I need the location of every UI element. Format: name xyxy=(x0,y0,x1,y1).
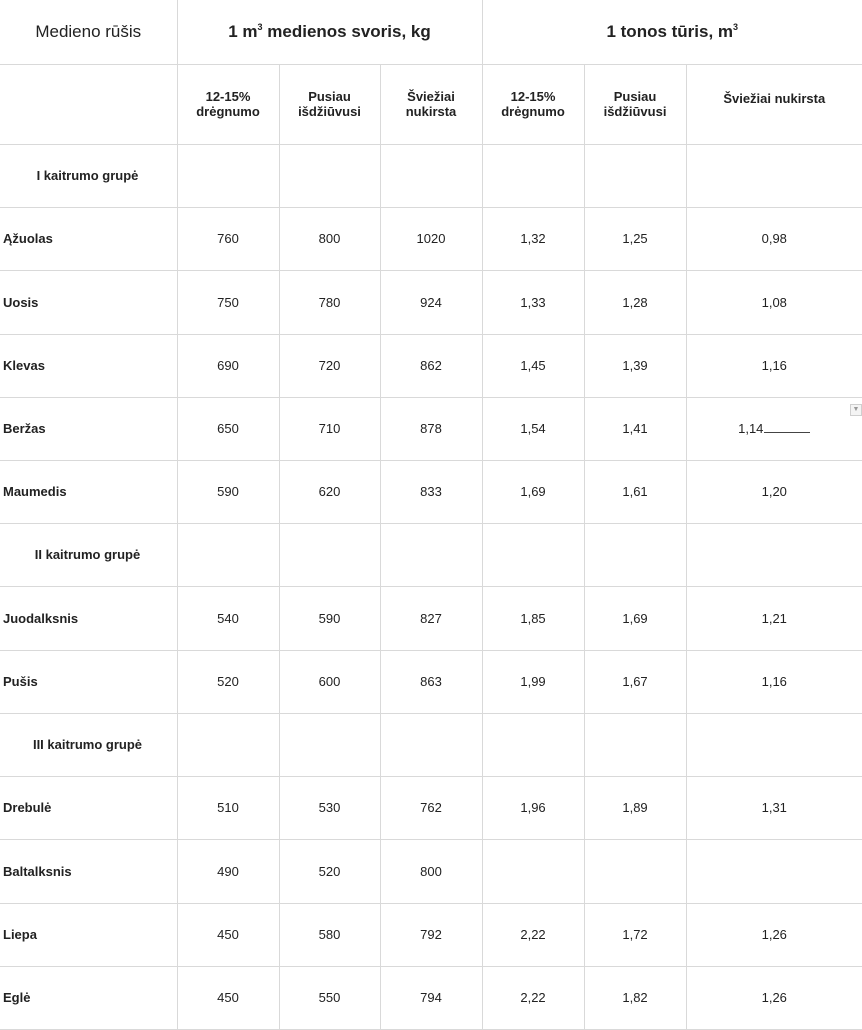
table-row xyxy=(0,966,862,1029)
header-svoris: 1 $m^3$ medienos svoris, kg xyxy=(177,0,482,64)
cell-value: 620 xyxy=(279,460,380,523)
wood-name: Juodalksnis xyxy=(0,586,177,650)
cell-value: 1,26 xyxy=(686,966,862,1029)
cell-value xyxy=(482,839,584,903)
cell-value: 862 xyxy=(380,334,482,397)
cell-value: 1020 xyxy=(380,207,482,270)
table-row xyxy=(0,650,862,713)
cell-value: 1,69 xyxy=(584,586,686,650)
cell-value: 1,41 xyxy=(584,397,686,460)
cell-value: 690 xyxy=(177,334,279,397)
cell-value: 1,39 xyxy=(584,334,686,397)
header-rusis: Medieno rūšis xyxy=(0,0,177,64)
cell-value: 760 xyxy=(177,207,279,270)
sub-header-dregnumo: 12-15% drėgnumo xyxy=(177,64,279,144)
cell-value: 1,96 xyxy=(482,776,584,839)
wood-name: Liepa xyxy=(0,903,177,966)
cell-value: 520 xyxy=(279,839,380,903)
cell-value: 1,85 xyxy=(482,586,584,650)
cell-value: 1,21 xyxy=(686,586,862,650)
wood-name: Baltalksnis xyxy=(0,839,177,903)
sub-header-pusiau: Pusiau išdžiūvusi xyxy=(584,64,686,144)
cell-value: 1,99 xyxy=(482,650,584,713)
cell-value: 590 xyxy=(279,586,380,650)
wood-name: Uosis xyxy=(0,270,177,334)
cell-value: 1,20 xyxy=(686,460,862,523)
cell-value: 530 xyxy=(279,776,380,839)
cell-value: 580 xyxy=(279,903,380,966)
cell-value: 833 xyxy=(380,460,482,523)
cell-value: 1,67 xyxy=(584,650,686,713)
chevron-down-icon[interactable]: ▼ xyxy=(850,404,862,416)
cell-value: 1,26 xyxy=(686,903,862,966)
dash-line xyxy=(800,427,810,433)
cell-value: 750 xyxy=(177,270,279,334)
group-label: I kaitrumo grupė xyxy=(0,144,177,207)
cell-value: 1,69 xyxy=(482,460,584,523)
cell-value: 520 xyxy=(177,650,279,713)
wood-name: Ąžuolas xyxy=(0,207,177,270)
cell-value: 540 xyxy=(177,586,279,650)
cell-value: 924 xyxy=(380,270,482,334)
wood-name: Drebulė xyxy=(0,776,177,839)
cell-value: 1,89 xyxy=(584,776,686,839)
table-row xyxy=(0,207,862,270)
cell-value: 450 xyxy=(177,966,279,1029)
cell-value: 1,33 xyxy=(482,270,584,334)
cell-value: 1,25 xyxy=(584,207,686,270)
blank-line xyxy=(764,422,800,433)
wood-name: Eglė xyxy=(0,966,177,1029)
cell-value: 827 xyxy=(380,586,482,650)
cell-value: 794 xyxy=(380,966,482,1029)
wood-name: Klevas xyxy=(0,334,177,397)
cell-value: 650 xyxy=(177,397,279,460)
cell-value: 800 xyxy=(279,207,380,270)
group-row xyxy=(0,713,862,776)
cell-value: 878 xyxy=(380,397,482,460)
cell-value: 2,22 xyxy=(482,966,584,1029)
cell-value: 1,32 xyxy=(482,207,584,270)
cell-value: 1,28 xyxy=(584,270,686,334)
cell-value: 762 xyxy=(380,776,482,839)
cell-value: 550 xyxy=(279,966,380,1029)
cell-value: 490 xyxy=(177,839,279,903)
wood-name: Pušis xyxy=(0,650,177,713)
cell-value: 1,16 xyxy=(686,650,862,713)
sub-header-dregnumo: 12-15% drėgnumo xyxy=(482,64,584,144)
cell-value: 1,82 xyxy=(584,966,686,1029)
sub-header-sviezia-one-line: Šviežiai nukirsta xyxy=(686,64,862,144)
cell-value xyxy=(584,839,686,903)
cell-value: 1,16 xyxy=(686,334,862,397)
cell-value: 1,31 xyxy=(686,776,862,839)
table-row xyxy=(0,903,862,966)
cell-value: 1,61 xyxy=(584,460,686,523)
cell-value: 0,98 xyxy=(686,207,862,270)
cell-value: 510 xyxy=(177,776,279,839)
table-row xyxy=(0,586,862,650)
table-row xyxy=(0,270,862,334)
group-row xyxy=(0,144,862,207)
sub-header-sviezia: Šviežiai nukirsta xyxy=(380,64,482,144)
table-row xyxy=(0,839,862,903)
table-row xyxy=(0,397,862,460)
group-label: II kaitrumo grupė xyxy=(0,523,177,586)
table-row xyxy=(0,776,862,839)
table-row xyxy=(0,460,862,523)
group-row xyxy=(0,523,862,586)
wood-name: Beržas xyxy=(0,397,177,460)
cell-value: 1,45 xyxy=(482,334,584,397)
header-turis: 1 tonos tūris, $m^3$ xyxy=(482,0,862,64)
cell-value: 800 xyxy=(380,839,482,903)
cell-value-edited[interactable]: 1,14 ▼ xyxy=(686,397,862,460)
cell-value: 2,22 xyxy=(482,903,584,966)
cell-value: 1,08 xyxy=(686,270,862,334)
table-row xyxy=(0,334,862,397)
sub-header-pusiau: Pusiau išdžiūvusi xyxy=(279,64,380,144)
cell-value: 1,54 xyxy=(482,397,584,460)
group-label: III kaitrumo grupė xyxy=(0,713,177,776)
cell-value: 720 xyxy=(279,334,380,397)
header-empty xyxy=(0,64,177,144)
cell-value: 792 xyxy=(380,903,482,966)
cell-value: 590 xyxy=(177,460,279,523)
cell-value: 780 xyxy=(279,270,380,334)
cell-value: 710 xyxy=(279,397,380,460)
cell-value: 1,72 xyxy=(584,903,686,966)
cell-value: 863 xyxy=(380,650,482,713)
cell-value: 450 xyxy=(177,903,279,966)
cell-value: 600 xyxy=(279,650,380,713)
cell-value xyxy=(686,839,862,903)
wood-name: Maumedis xyxy=(0,460,177,523)
